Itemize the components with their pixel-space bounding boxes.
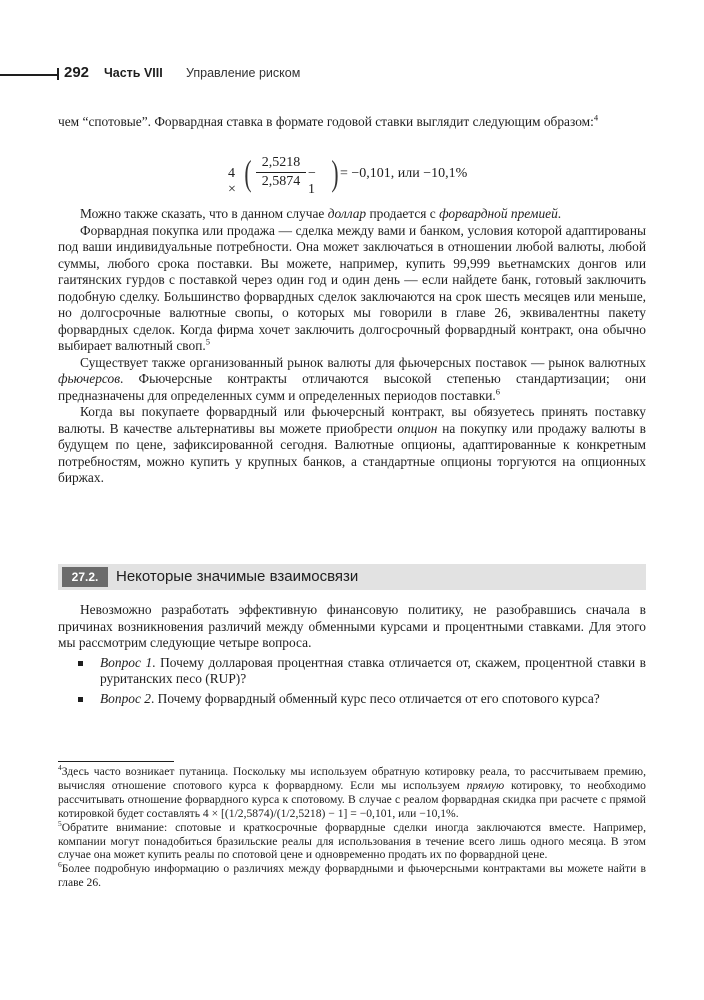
body-text (58, 206, 646, 487)
section-number-badge: 27.2. (62, 567, 108, 587)
question-1-text: . Почему долларовая процентная ставка отличается от, скажем, процентной ставки в руританских песо (RUP)? (100, 654, 646, 686)
p1-text-e: . (557, 206, 562, 221)
page-number: 292 (64, 64, 90, 81)
p3-text-a: Существует также организованный рынок валюты для фьючерсных поставок — рынок валютных (80, 354, 646, 370)
footnote-6 (58, 862, 646, 890)
part-label: Часть VIII (104, 66, 163, 80)
header-rule-tick (57, 68, 59, 80)
footnote-4-text-a: Здесь часто возникает путаница. Поскольку мы используем обратную котировку реала, то рассчитываем премию, вычисляя отношение спотового курса к форвардному. Если мы используем (58, 765, 646, 792)
paragraph-options (58, 404, 646, 487)
bullet-icon (78, 697, 83, 702)
footnote-5-text: Обратите внимание: спотовые и краткосрочные форвардные сделки иногда заключаются вместе. Например, компании могут понадобиться бразильские реалы для использования в течение всего лишь одного месяца. В этом случае она может купить реалы по спотовой цене и одновременно продать их по форвардной цене. (58, 820, 646, 862)
section-body (58, 602, 646, 707)
footnote-6-number: 6 (58, 860, 62, 870)
section-intro: Невозможно разработать эффективную финансовую политику, не разобравшись сначала в причинах возникновения различий между обменными курсами и процентными ставками. Для этого мы рассмотрим следующие четыре вопроса. (58, 602, 646, 650)
p3-italic-futures: фьючерсов (58, 371, 121, 386)
p2-text: Форвардная покупка или продажа — сделка между вами и банком, условия которой адаптированы под ваши индивидуальные потребности. Она может заключаться в отношении любой валюты, любой суммы, любого срока поставки. Вы можете, например, купить 99,999 вьетнамских донгов или гаитянских гурдов с поставкой через один год и один день — если найдете банк, готовый заключить подобную сделку. Большинство форвардных сделок заключаются на срок шесть месяцев или меньше, но долгосрочные валютные свопы, о которых мы говорили в главе 26, эквивалентны пакету форвардных сделок. Когда фирма хочет заключить долгосрочный форвардный контракт, она обычно выбирает валютный своп. (58, 222, 646, 353)
formula-denominator: 2,5874 (261, 174, 301, 189)
footnote-4-text-c: котировку, то необходимо рассчитывать отношение форвардного курса к спотовому. В случае с реалом форвардная скидка при расчете с прямой котировкой будет составлять 4 × [(1/2,5874)/(1/2,5218) − 1] = −0,101, или −10,1%. (58, 778, 646, 820)
question-list (58, 655, 646, 708)
running-header (0, 64, 704, 86)
p1-text-c: продается с (366, 206, 440, 221)
p4-italic-option: опцион (397, 420, 438, 436)
header-rule (0, 74, 58, 76)
question-1-label: Вопрос 1 (100, 654, 153, 670)
section-title: Некоторые значимые взаимосвязи (116, 568, 359, 585)
paragraph-forward-premium (58, 206, 646, 223)
paragraph-futures (58, 355, 646, 405)
p1-italic-premium: форвардной премией (439, 206, 558, 221)
footnotes (58, 765, 646, 890)
formula-factor: 4 × (228, 166, 236, 197)
footnote-ref-4[interactable]: 4 (593, 112, 599, 123)
p4-text-a: Когда вы покупаете форвардный или фьючерсный контракт, вы обязуетесь принять поставку валюты. В качестве альтернативы вы можете приобрести (58, 404, 646, 436)
formula-result: = −0,101, или −10,1% (340, 166, 468, 181)
formula-right-paren: ) (331, 153, 339, 193)
intro-text: чем “спотовые”. Форвардная ставка в формате годовой ставки выглядит следующим образом: (58, 114, 594, 129)
footnote-5-number: 5 (58, 818, 62, 828)
footnote-ref-5[interactable]: 5 (205, 336, 210, 347)
footnote-5 (58, 818, 646, 863)
p4-text-c: на покупку или продажу валюты в будущем по цене, зафиксированной сегодня. Валютные опционы, адаптированные к конкретным потребностям, можно купить у крупных банков, а стандартные опционы торгуются на опционных биржах. (58, 420, 646, 485)
question-2-text: . Почему форвардный обменный курс песо отличается от его спотового курса? (150, 690, 600, 706)
formula-left-paren: ( (244, 153, 252, 193)
p3-text-c: . Фьючерсные контракты отличаются высокой степенью стандартизации; они предназначены для определенных сумм и определенных периодов поставки. (58, 371, 646, 403)
part-title: Управление риском (186, 66, 301, 80)
intro-paragraph (58, 114, 646, 131)
footnote-4 (58, 765, 646, 821)
section-heading (58, 564, 646, 590)
formula-numerator: 2,5218 (256, 155, 306, 173)
bullet-icon (78, 661, 83, 666)
footnote-6-text: Более подробную информацию о различиях между форвардными и фьючерсными контрактами вы можете найти в главе 26. (58, 862, 646, 890)
formula-minus-one: − 1 (308, 166, 316, 197)
footnote-separator (58, 761, 174, 762)
footnote-4-number: 4 (58, 763, 62, 773)
footnote-ref-6[interactable]: 6 (495, 386, 501, 397)
p1-italic-dollar: доллар (327, 206, 367, 221)
formula-fraction (256, 155, 306, 190)
list-item (58, 691, 646, 708)
question-2-label: Вопрос 2 (100, 690, 151, 706)
footnote-4-italic: прямую (466, 778, 505, 792)
p1-text-a: Можно также сказать, что в данном случае (80, 206, 328, 221)
list-item (58, 655, 646, 688)
paragraph-forward-deal (58, 223, 646, 355)
